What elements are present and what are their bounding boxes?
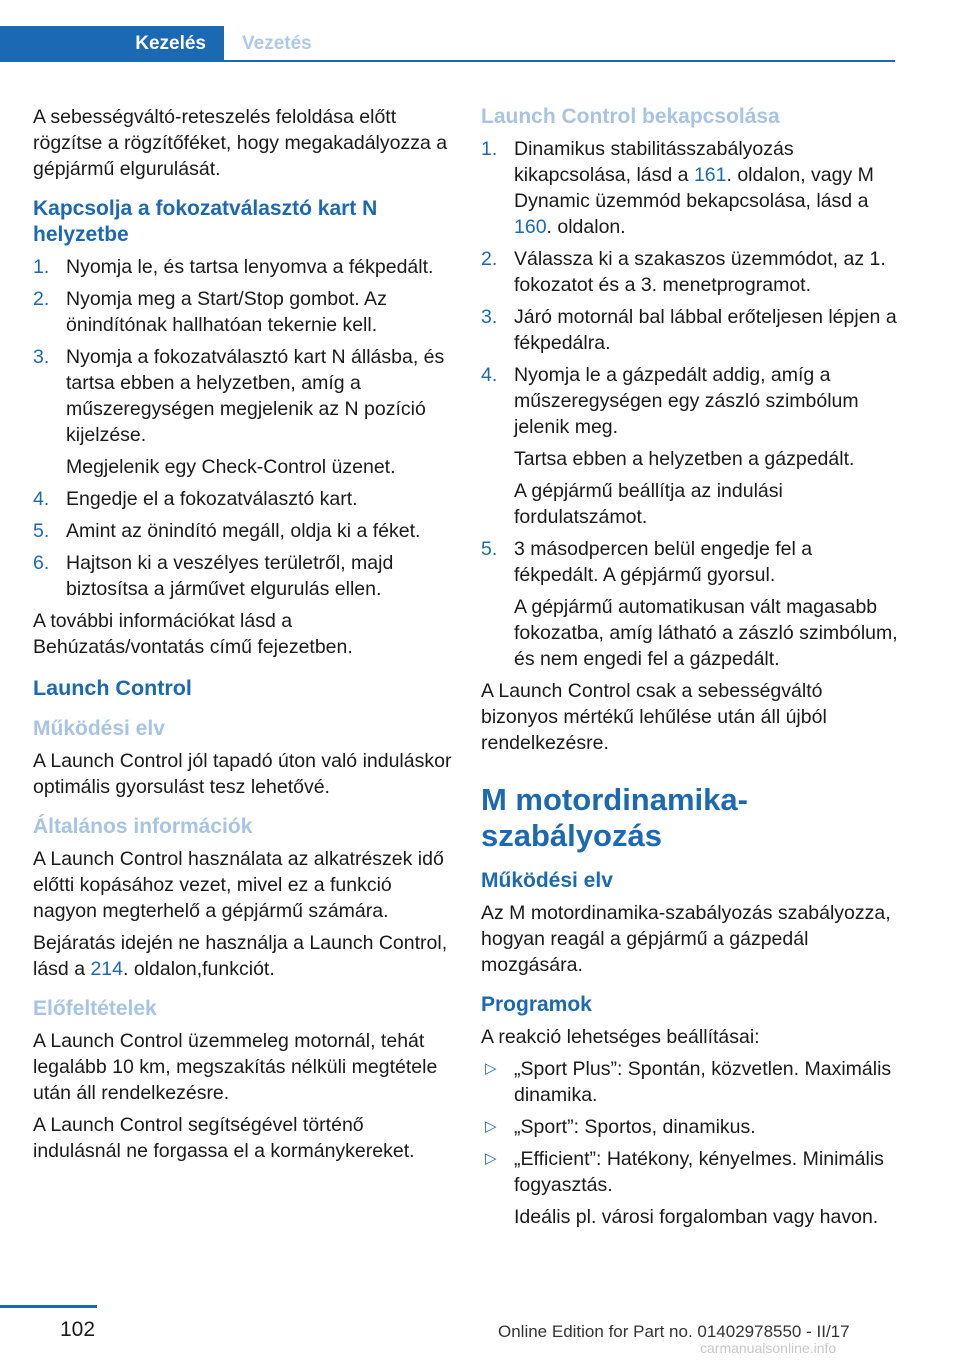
list-item	[481, 1056, 901, 1108]
list-item	[481, 1114, 901, 1140]
list-item	[481, 536, 901, 672]
step-text: Járó motornál bal lábbal erőteljesen lépjen a fékpedálra.	[514, 306, 897, 354]
step-text: Nyomja meg a Start/Stop gombot. Az önindítónak hallhatóan tekernie kell.	[66, 288, 387, 336]
step-text: Nyomja le, és tartsa lenyomva a fékpedált.	[66, 256, 434, 278]
header-tabs	[0, 26, 334, 62]
neutral-steps-list	[33, 254, 453, 602]
footer-divider	[0, 1305, 97, 1308]
step-text: Dinamikus stabilitásszabályozás kikapcsolása, lásd a	[514, 138, 794, 186]
step-text: Válassza ki a szakaszos üzemmódot, az 1. fokozatot és a 3. menetprogramot.	[514, 248, 886, 296]
step-text: Nyomja le a gázpedált addig, amíg a műszeregységen egy zászló szimbólum jelenik meg.	[514, 364, 859, 438]
list-item	[33, 254, 453, 280]
step-number: 4.	[481, 364, 498, 386]
step-number: 1.	[481, 138, 498, 160]
programs-intro: A reakció lehetséges beállításai:	[481, 1026, 760, 1048]
step-text: 3 másodpercen belül engedje fel a fékpedált. A gépjármű gyorsul.	[514, 538, 813, 586]
tab-kezeles[interactable]: Kezelés	[0, 26, 224, 62]
break-in-paragraph	[33, 930, 453, 982]
step-note: A gépjármű beállítja az indulási fordulatszámot.	[514, 480, 783, 528]
programs-heading: Programok	[481, 993, 592, 1016]
m-drive-principle-heading: Működési elv	[481, 869, 613, 892]
break-in-text-end: . oldalon,funkciót.	[123, 958, 275, 980]
break-in-text: Bejáratás idején ne használja a Launch Control, lásd a	[33, 932, 448, 980]
intro-paragraph: A sebességváltó-reteszelés feloldása előtt rögzítse a rögzítőféket, hogy megakadályozza a gépjármű elgurulását.	[33, 106, 448, 180]
neutral-heading: Kapcsolja a fokozatválasztó kart N helyzetbe	[33, 197, 378, 246]
list-item	[33, 286, 453, 338]
list-item	[481, 304, 901, 356]
step-number: 2.	[33, 288, 50, 310]
prerequisites-heading: Előfeltételek	[33, 997, 157, 1020]
more-info-paragraph: A további információkat lásd a Behúzatás/vontatás című fejezetben.	[33, 610, 353, 658]
list-item	[33, 518, 453, 544]
step-text: Hajtson ki a veszélyes területről, majd biztosítsa a járművet elgurulás ellen.	[66, 552, 394, 600]
page-link-161[interactable]: 161	[693, 164, 727, 186]
step-text: . oldalon.	[546, 216, 626, 238]
triangle-bullet-icon: ▷	[485, 1060, 497, 1077]
program-text: „Efficient”: Hatékony, kényelmes. Minimális fogyasztás.	[514, 1148, 884, 1196]
list-item	[33, 550, 453, 602]
program-text: „Sport”: Sportos, dinamikus.	[514, 1116, 756, 1138]
m-drive-principle-paragraph: Az M motordinamika-szabályozás szabályozza, hogyan reagál a gépjármű a gázpedál mozgására.	[481, 902, 891, 976]
step-note: Megjelenik egy Check-Control üzenet.	[66, 456, 396, 478]
general-info-paragraph: A Launch Control használata az alkatrészek idő előtti kopásához vezet, mivel ez a funkció nagyon megterhelő a gépjármű számára.	[33, 848, 444, 922]
activate-heading: Launch Control bekapcsolása	[481, 105, 780, 128]
prerequisites-paragraph-2: A Launch Control segítségével történő indulásnál ne forgassa el a kormánykereket.	[33, 1114, 415, 1162]
step-number: 1.	[33, 256, 50, 278]
list-item	[33, 344, 453, 480]
list-item	[481, 246, 901, 298]
step-number: 5.	[481, 538, 498, 560]
program-text: „Sport Plus”: Spontán, közvetlen. Maximális dinamika.	[514, 1058, 892, 1106]
list-item	[33, 486, 453, 512]
step-number: 3.	[481, 306, 498, 328]
tab-vezetes[interactable]: Vezetés	[242, 33, 312, 54]
activate-steps-list	[481, 136, 901, 672]
step-note: Tartsa ebben a helyzetben a gázpedált.	[514, 448, 855, 470]
page-link-160[interactable]: 160	[514, 216, 547, 238]
page-link-214[interactable]: 214	[90, 958, 123, 980]
header-divider	[0, 60, 895, 62]
triangle-bullet-icon: ▷	[485, 1118, 497, 1135]
right-column	[481, 104, 901, 1236]
step-number: 3.	[33, 346, 50, 368]
step-text: Nyomja a fokozatválasztó kart N állásba, és tartsa ebben a helyzetben, amíg a műszeregységen megjelenik az N pozíció kijelzése.	[66, 346, 445, 446]
step-text: . oldalon, vagy M Dynamic üzemmód bekapcsolása, lásd a	[514, 164, 874, 212]
list-item	[481, 362, 901, 530]
step-number: 4.	[33, 488, 50, 510]
general-info-heading: Általános információk	[33, 815, 253, 838]
step-number: 5.	[33, 520, 50, 542]
programs-list	[481, 1056, 901, 1230]
left-column	[33, 104, 453, 1170]
step-number: 6.	[33, 552, 50, 574]
list-item	[481, 1146, 901, 1230]
principle-paragraph: A Launch Control jól tapadó úton való induláskor optimális gyorsulást tesz lehetővé.	[33, 750, 452, 798]
triangle-bullet-icon: ▷	[485, 1150, 497, 1167]
launch-control-heading: Launch Control	[33, 676, 192, 700]
program-note: Ideális pl. városi forgalomban vagy havon.	[514, 1206, 879, 1228]
m-drive-heading: M motordinamika-szabályozás	[481, 782, 748, 853]
list-item	[481, 136, 901, 240]
watermark: carmanualsonline.info	[700, 1340, 837, 1356]
page-number: 102	[60, 1318, 96, 1341]
step-text: Engedje el a fokozatválasztó kart.	[66, 488, 358, 510]
principle-heading: Működési elv	[33, 717, 165, 740]
availability-paragraph: A Launch Control csak a sebességváltó bizonyos mértékű lehűlése után áll újból rendelkezésre.	[481, 680, 827, 754]
step-number: 2.	[481, 248, 498, 270]
prerequisites-paragraph-1: A Launch Control üzemmeleg motornál, tehát legalább 10 km, megszakítás nélküli megtétele után áll rendelkezésre.	[33, 1030, 438, 1104]
step-note: A gépjármű automatikusan vált magasabb fokozatba, amíg látható a zászló szimbólum, és nem engedi fel a gázpedált.	[514, 596, 898, 670]
step-text: Amint az önindító megáll, oldja ki a féket.	[66, 520, 421, 542]
edition-note: Online Edition for Part no. 01402978550 - II/17	[498, 1322, 850, 1341]
